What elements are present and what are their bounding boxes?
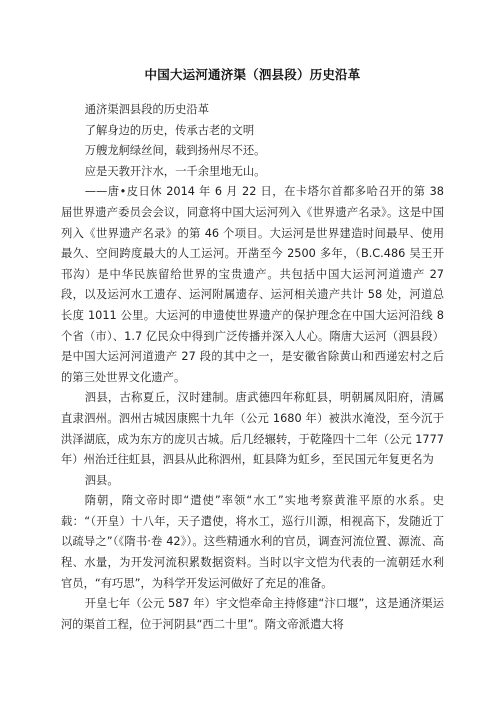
paragraph-subtitle: 通济渠泗县段的历史沿革 — [84, 103, 209, 116]
paragraph-sixian-history: 泗县，古称夏丘，汉时建制。唐武德四年称虹县，明朝属凤阳府，清属直隶泗州。泗州古城因康熙十九年（公元 1680 年）被洪水淹没，至今沉于洪泽湖底，成为东方的庞贝古城。后几经辗转，于乾隆四十二年（公元 1777 年）州治迁往虹县，泗县从此称泗州，虹县降为虹乡，至民国元年复更名为 — [61, 391, 444, 467]
document-title: 中国大运河通济渠（泗县段）历史沿革 — [144, 67, 361, 82]
paragraph-heritage-listing: ——唐•皮日休 2014 年 6 月 22 日，在卡塔尔首都多哈召开的第 38 届世界遗产委员会会议，同意将中国大运河列入《世界遗产名录》。这是中国列入《世界遗产名录》的第 46 个项目。大运河是世界建造时间最早、使用最久、空间跨度最大的人工运河。开凿至今 2500 多年，（B.C.486 吴王开邗沟）是中华民族留给世界的宝贵遗产。共包括中国大运河河道遗产 27 段，以及运河水工遗存、运河附属遗存、运河相关遗产共计 58 处，河道总长度 1011 公里。大运河的申遗使世界遗产的保护理念在中国大运河沿线 8 个省（市）、1.7 亿民众中得到广泛传播并深入人心。隋唐大运河（泗县段）是中国大运河河道遗产 27 段的其中之一，是安徽省除黄山和西递宏村之后的第三处世界文化遗产。 — [61, 185, 444, 384]
paragraph-sui-survey: 隋朝，隋文帝时即“遣使”率领“水工”实地考察黄淮平原的水系。史载：“（开皇）十八年，天子遣使，将水工，巡行川源，相视高下，发随近丁以疏导之”（《隋书·卷 42》）。这些精通水利的官员，调查河流位置、源流、高程、水量，为开发河流积累数据资料。当时以宇文恺为代表的一流朝廷水利官员，“有巧思”，为科学开发运河做好了充足的准备。 — [61, 494, 444, 590]
poem-line-1: 万艘龙舸绿丝间，载到扬州尽不还。 — [84, 144, 266, 158]
paragraph-sixian-name: 泗县。 — [84, 473, 119, 487]
paragraph-bianqu-weir: 开皇七年（公元 587 年）宇文恺牵命主持修建“汴口堰”，这是通济渠运河的渠首工程，位于河阴县“西二十里”。隋文帝派遣大将 — [61, 597, 444, 631]
poem-line-2: 应是天教开汴水，一千余里地无山。 — [84, 164, 266, 178]
paragraph-intro: 了解身边的历史，传承古老的文明 — [84, 123, 255, 137]
